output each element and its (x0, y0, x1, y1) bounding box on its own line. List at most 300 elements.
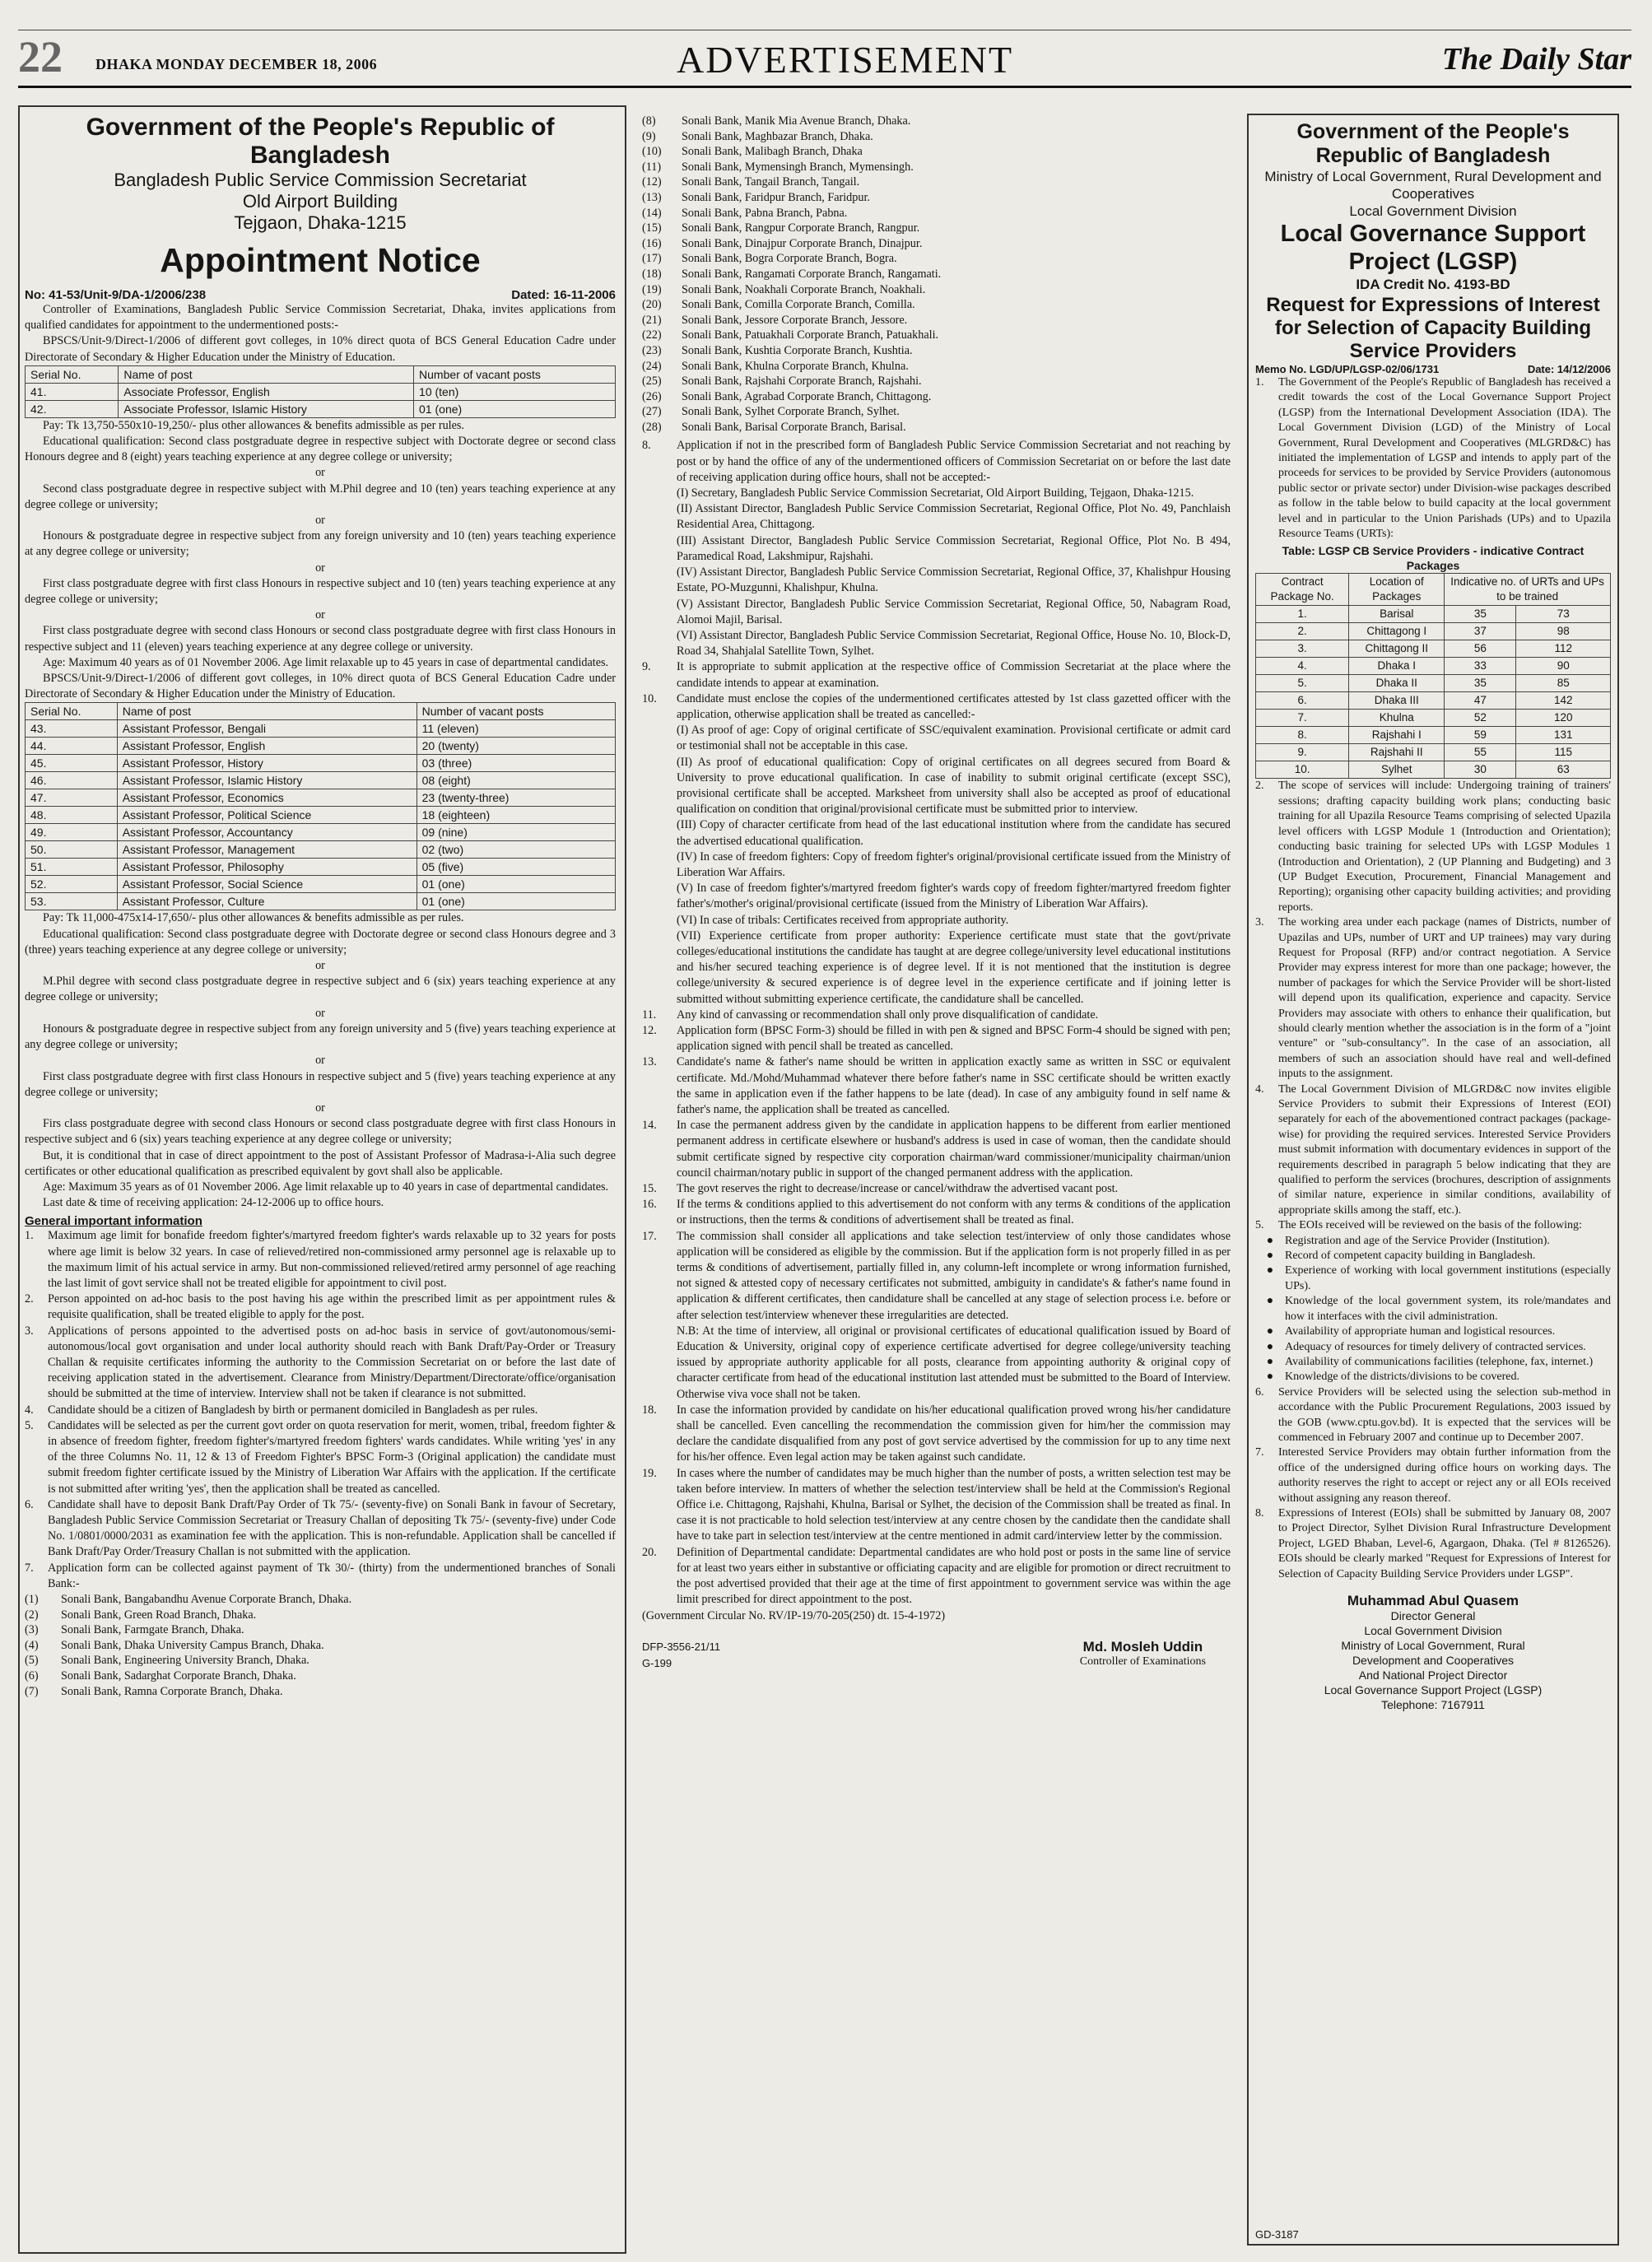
criteria-item (1255, 1234, 1611, 1249)
or-separator: or (315, 514, 325, 528)
item-text: Maximum age limit for bonafide freedom fighter's/martyred freedom fighter's wards relaxable up to 32 years for posts where age limit is below 32 years. In case of relieved/retired non-commissioned army personnel age is relaxable up to the maximum limit of his actual service in army. But non-commissioned relieved/retired army personnel of age reaching the last limit of govt service shall not be treated eligible for appointment to civil post. (48, 1229, 616, 1290)
table-cell: 11 (eleven) (416, 720, 615, 738)
lgsp-division: Local Government Division (1349, 203, 1517, 219)
psc-footer (642, 1639, 1231, 1672)
table-cell: 9. (1256, 744, 1349, 761)
psc-column-1 (25, 114, 616, 1699)
psc-city: Tejgaon, Dhaka-1215 (234, 212, 407, 233)
qualification-option: Educational qualification: Second class postgraduate degree in respective subject with Doctorate degree or second class Honours degree and 8 (eight) years teaching experience at any degree college or university; (25, 435, 616, 464)
item-number: (19) (642, 282, 662, 296)
bullet-icon: ● (1266, 1355, 1274, 1368)
item-number (642, 913, 677, 929)
list-item (642, 114, 1231, 129)
item-text: Sonali Bank, Green Road Branch, Dhaka. (61, 1608, 257, 1622)
item-text: Sonali Bank, Sadarghat Corporate Branch, Dhaka. (61, 1669, 296, 1683)
item-number: 10. (642, 691, 657, 705)
table-cell: Dhaka II (1349, 675, 1445, 692)
list-item (642, 755, 1231, 818)
dateline: DHAKA MONDAY DECEMBER 18, 2006 (95, 56, 378, 72)
item-text: Sonali Bank, Dinajpur Corporate Branch, Dinajpur. (682, 236, 923, 250)
criteria-text: Knowledge of the local government system, its role/mandates and how it interfaces with the civil administration. (1285, 1295, 1611, 1323)
table-cell: 01 (one) (414, 400, 616, 417)
list-item (642, 297, 1231, 313)
item-text: Sonali Bank, Manik Mia Avenue Branch, Dhaka. (682, 114, 911, 128)
instruction-list (642, 438, 1231, 1608)
table-row (1256, 658, 1611, 675)
table-cell: Assistant Professor, Economics (117, 789, 416, 807)
item-text: The commission shall consider all applications and take selection test/interview of only those candidates whose application will be considered as eligible by the commission. But if the application form is not properly filled in as per terms & conditions of advertisement, partially filled in, any column-left incomplete or wrong information furnished, not signed & attested copy of necessary certificates not submitted, ambiguity in candidate's & father's name found in application & different certificates, then candidature shall be cancelled at any stage of selection process i.e. before or after selection test/interview whenever these irregularities are detected. (677, 1229, 1231, 1322)
signer-line: Telephone: 7167911 (1381, 1698, 1485, 1711)
table-cell: Assistant Professor, Accountancy (117, 824, 416, 841)
bullet-icon: ● (1266, 1371, 1274, 1384)
list-item (642, 1403, 1231, 1466)
item-text: (V) Assistant Director, Bangladesh Public Service Commission Secretariat, Regional Office, 50, Nabagram Road, Alomoi Majil, Barisal. (677, 597, 1231, 626)
criteria-text: Availability of appropriate human and logistical resources. (1285, 1325, 1556, 1338)
qualification-option: First class postgraduate degree with first class Honours in respective subject and 5 (five) years teaching experience at any degree college or university; (25, 1069, 616, 1099)
table-cell: 6. (1256, 692, 1349, 710)
list-item (642, 1181, 1231, 1197)
table-cell: 42. (26, 400, 119, 417)
item-number: 5. (25, 1418, 34, 1432)
qualification-option: Honours & postgraduate degree in respective subject from any foreign university and 5 (five) years teaching experience at any degree college or university; (25, 1022, 616, 1052)
table-row (26, 755, 616, 772)
item-number: 14. (642, 1119, 657, 1133)
table-cell: 02 (two) (416, 841, 615, 859)
item-number: (2) (25, 1608, 39, 1622)
item-number (642, 881, 677, 912)
ida-credit: IDA Credit No. 4193-BD (1356, 277, 1510, 292)
list-item (642, 438, 1231, 486)
table-cell: 01 (one) (416, 893, 615, 910)
item-text: Sonali Bank, Noakhali Corporate Branch, Noakhali. (682, 282, 926, 296)
criteria-text: Availability of communications facilities (telephone, fax, internet.) (1285, 1355, 1594, 1368)
qualification-option: Second class postgraduate degree in respective subject with M.Phil degree and 10 (ten) years teaching experience at any degree college or university; (25, 482, 616, 511)
item-text: Sonali Bank, Tangail Branch, Tangail. (682, 175, 860, 189)
bullet-icon: ● (1266, 1340, 1274, 1353)
table-cell: 52 (1445, 710, 1516, 727)
item-number: 4. (25, 1403, 34, 1417)
table-cell: 53. (26, 893, 118, 910)
table-cell: 1. (1256, 606, 1349, 623)
table-cell: 115 (1516, 744, 1611, 761)
qualification-option: First class postgraduate degree with first class Honours in respective subject and 10 (ten) years teaching experience at any degree college or university; (25, 576, 616, 607)
item-number: (1) (25, 1593, 39, 1606)
signer-line: Ministry of Local Government, Rural (1341, 1639, 1525, 1652)
table-cell: 56 (1445, 640, 1516, 658)
table-cell: Rajshahi I (1349, 727, 1445, 744)
item-number: (10) (642, 145, 662, 159)
or-separator: or (315, 608, 325, 622)
last-date: Last date & time of receiving application: 24-12-2006 up to office hours. (43, 1196, 384, 1210)
table-cell: Sylhet (1349, 761, 1445, 779)
or-separator: or (315, 466, 325, 480)
or-separator: or (315, 561, 325, 575)
table-cell: Assistant Professor, Islamic History (117, 772, 416, 789)
item-text: Sonali Bank, Ramna Corporate Branch, Dhaka. (61, 1684, 283, 1698)
table-header-cell: Indicative no. of URTs and UPs to be trained (1445, 574, 1611, 606)
table-row (1256, 761, 1611, 779)
list-item (642, 723, 1231, 754)
item-number: (24) (642, 359, 662, 373)
item-number: (7) (25, 1684, 39, 1698)
table-cell: 35 (1445, 606, 1516, 623)
circular-ref: (Government Circular No. RV/IP-19/70-205(250) dt. 15-4-1972) (642, 1608, 946, 1622)
list-item (25, 1228, 616, 1292)
table-row (1256, 623, 1611, 640)
table-cell: 73 (1516, 606, 1611, 623)
item-number: 9. (642, 660, 651, 674)
item-number (642, 486, 677, 501)
table-cell: 8. (1256, 727, 1349, 744)
table-cell: 5. (1256, 675, 1349, 692)
table-cell: 98 (1516, 623, 1611, 640)
item-text: (V) In case of freedom fighter's/martyred freedom fighter's wards copy of freedom fighter/martyred freedom fighter father's/mother's original/provisional certificate (issued from the Ministry of Liberation War Affairs). (677, 882, 1231, 911)
qualification-option: First class postgraduate degree with second class Honours or second class postgraduate degree with first class Honours in respective subject and 11 (eleven) years teaching experience at any degree college or university. (25, 624, 616, 654)
section-title: ADVERTISEMENT (677, 39, 1014, 81)
table-cell: 48. (26, 807, 118, 824)
item-text: Sonali Bank, Farmgate Branch, Dhaka. (61, 1623, 244, 1637)
psc-header (25, 114, 616, 283)
item-text: Candidate should be a citizen of Bangladesh by birth or permanent domiciled in Bangladesh as per rules. (48, 1403, 538, 1417)
general-info-title: General important information (25, 1214, 202, 1229)
table-cell: Barisal (1349, 606, 1445, 623)
list-item (642, 533, 1231, 565)
package-table (1255, 573, 1611, 779)
item-number: (28) (642, 420, 662, 434)
list-item (642, 328, 1231, 343)
item-text: Sonali Bank, Bangabandhu Avenue Corporate Branch, Dhaka. (61, 1593, 352, 1606)
item-text: Application form (BPSC Form-3) should be filled in with pen & signed and BPSC Form-4 should be signed with pen; application signed with pencil shall be treated as cancelled. (677, 1023, 1231, 1054)
criteria-item (1255, 1249, 1611, 1264)
list-item (642, 236, 1231, 252)
item-text: Application if not in the prescribed form of Bangladesh Public Service Commission Secretariat and not reaching by post or by hand the office of any of the undermentioned officers of Commission Secretariat on or before the last date of receiving application during office hours, shall not be accepted:- (677, 439, 1231, 484)
age-limit-1: Age: Maximum 40 years as of 01 November 2006. Age limit relaxable up to 45 years in case of departmental candidates. (43, 655, 609, 669)
table-row (26, 841, 616, 859)
item-text: Any kind of canvassing or recommendation shall only prove disqualification of candidate. (677, 1008, 1099, 1022)
table-cell: 49. (26, 824, 118, 841)
item-number: (6) (25, 1669, 39, 1683)
list-item (642, 501, 1231, 533)
lgsp-gov-title: Government of the People's Republic of Bangladesh (1296, 120, 1570, 167)
item-number (642, 628, 677, 659)
list-item (642, 374, 1231, 389)
table-row (26, 400, 616, 417)
item-number (642, 597, 677, 628)
table-cell: 55 (1445, 744, 1516, 761)
dfp-code: DFP-3556-21/11 (642, 1640, 721, 1653)
criteria-text: Registration and age of the Service Provider (Institution). (1285, 1234, 1550, 1247)
table-row (26, 893, 616, 910)
table-row (26, 876, 616, 893)
lgsp-title: Local Governance Support Project (LGSP) (1280, 221, 1586, 275)
table-cell: 59 (1445, 727, 1516, 744)
list-item (642, 1324, 1231, 1403)
section-1-text: BPSCS/Unit-9/Direct-1/2006 of different govt colleges, in 10% direct quota of BCS General Education Cadre under Directorate of Secondary & Higher Education under the Ministry of Education. (25, 334, 616, 364)
table-header-cell: Number of vacant posts (414, 365, 616, 383)
item-text: Sonali Bank, Barisal Corporate Branch, Barisal. (682, 420, 906, 434)
lgsp-para-5: 5. The EOIs received will be reviewed on the basis of the following: (1255, 1219, 1582, 1232)
table-cell: 20 (twenty) (416, 738, 615, 755)
gd-code: GD-3187 (1255, 2228, 1299, 2241)
table-header-cell: Serial No. (26, 703, 118, 720)
page-number: 22 (18, 32, 63, 81)
list-item (25, 1638, 616, 1654)
item-text: (II) Assistant Director, Bangladesh Public Service Commission Secretariat, Regional Office, Plot No. 49, Panchlaish Residential Area, Chittagong. (677, 502, 1231, 532)
item-number: (4) (25, 1638, 39, 1652)
item-number: (22) (642, 328, 662, 342)
list-item (25, 1324, 616, 1403)
qualification-option: Honours & postgraduate degree in respective subject from any foreign university and 10 (ten) years teaching experience at any degree college or university; (25, 529, 616, 559)
table-cell: 131 (1516, 727, 1611, 744)
table-row (1256, 640, 1611, 658)
table-cell: 2. (1256, 623, 1349, 640)
list-item (642, 251, 1231, 267)
table-row (1256, 692, 1611, 710)
criteria-item (1255, 1324, 1611, 1339)
table-cell: Assistant Professor, Political Science (117, 807, 416, 824)
lgsp-para-8: 8. Expressions of Interest (EOIs) shall be submitted by January 08, 2007 to Project Director, Sylhet Division Rural Infrastructure Development Project, LGED Bhaban, Level-6, Agargaon, Dhaka. (Tel # 8126526). EOIs should be clearly marked "Request for Expressions of Interest for Selection of Capacity Building Service Providers under LGSP". (1255, 1506, 1611, 1580)
item-text: (VI) Assistant Director, Bangladesh Public Service Commission Secretariat, Regional Office, House No. 10, Block-D, Road 34, Shahjalal Satellite Town, Sylhet. (677, 628, 1231, 659)
qualification-option: Educational qualification: Second class postgraduate degree with Doctorate degree or second class Honours degree and 3 (three) years teaching experience at any degree college or university; (25, 927, 616, 956)
table-cell: 41. (26, 383, 119, 400)
item-text: Application form can be collected against payment of Tk 30/- (thirty) from the undermentioned branches of Sonali Bank:- (48, 1561, 616, 1590)
table-cell: Assistant Professor, English (117, 738, 416, 755)
item-number: 20. (642, 1545, 657, 1559)
item-text: In case the information provided by candidate on his/her educational qualification proved wrong his/her candidature shall be cancelled. Even cancelling the recommendation the commission given for him/her the commission may declare the candidate disqualified from any post of govt service advertised by the commission for up to any time next for his/her offence. Even legal action may be taken against such candidate. (677, 1403, 1231, 1464)
table-cell: 35 (1445, 675, 1516, 692)
item-number (642, 723, 677, 754)
item-number: 8. (642, 439, 651, 453)
memo-row (1255, 363, 1611, 375)
table-cell: Assistant Professor, Philosophy (117, 859, 416, 876)
item-text: Candidate must enclose the copies of the undermentioned certificates attested by 1st class gazetted officer with the application, otherwise application shall be treated as cancelled:- (677, 691, 1231, 721)
table-cell: Associate Professor, English (119, 383, 414, 400)
bullet-icon: ● (1266, 1234, 1274, 1247)
list-item (642, 1545, 1231, 1608)
item-text: (VII) Experience certificate from proper authority: Experience certificate must state that the govt/private colleges/educational institutions the candidate has taught at are degree college/university level educational institutions and his/her secured teaching experience is of degree level. If it is not mentioned that the institution is degree college/university & secured experience is of degree level in the experience certificate and if joining letter is submitted without submitting experience certificate, the candidature shall be cancelled. (677, 929, 1231, 1006)
list-item (642, 881, 1231, 912)
table-cell: 30 (1445, 761, 1516, 779)
signer-line: Director General (1390, 1609, 1476, 1622)
list-item (642, 359, 1231, 375)
edu-qualification-2 (25, 927, 616, 1148)
list-item (642, 628, 1231, 659)
list-item (642, 160, 1231, 175)
list-item (25, 1669, 616, 1684)
table-row (26, 738, 616, 755)
age-limit-2: Age: Maximum 35 years as of 01 November 2006. Age limit relaxable up to 40 years in case of departmental candidates. (43, 1180, 609, 1194)
table-cell: 120 (1516, 710, 1611, 727)
bullet-icon: ● (1266, 1264, 1274, 1278)
list-item (642, 1229, 1231, 1324)
item-number: 3. (25, 1324, 34, 1338)
item-number (642, 929, 677, 1008)
list-item (642, 849, 1231, 881)
item-number (642, 755, 677, 818)
table-cell: Assistant Professor, History (117, 755, 416, 772)
table-cell: 3. (1256, 640, 1349, 658)
item-number (642, 501, 677, 533)
list-item (642, 565, 1231, 596)
item-number: (13) (642, 190, 662, 204)
item-number: 15. (642, 1182, 657, 1196)
notice-title: Appointment Notice (160, 241, 481, 279)
item-number (642, 1324, 677, 1403)
item-number: 13. (642, 1055, 657, 1069)
qualification-option: Firs class postgraduate degree with second class Honours or second class postgraduate degree with first class Honours in respective subject and 6 (six) years teaching experience at any degree college or university; (25, 1117, 616, 1147)
list-item (25, 1622, 616, 1638)
item-text: Person appointed on ad-hoc basis to the post having his age within the prescribed limit as per appointment rules & requisite qualification, shall be treated eligible to apply for the post. (48, 1292, 616, 1322)
bullet-icon: ● (1266, 1250, 1274, 1263)
bullet-icon: ● (1266, 1325, 1274, 1338)
table-cell: 44. (26, 738, 118, 755)
table-row (1256, 675, 1611, 692)
item-number: 17. (642, 1229, 657, 1243)
criteria-text: Record of competent capacity building in Bangladesh. (1285, 1250, 1536, 1263)
gov-title: Government of the People's Republic of Bangladesh (86, 114, 555, 169)
criteria-item (1255, 1264, 1611, 1294)
item-number: (12) (642, 175, 662, 189)
table-row (26, 772, 616, 789)
or-separator: or (315, 959, 325, 973)
table-cell: 37 (1445, 623, 1516, 640)
table-header-cell: Serial No. (26, 365, 119, 383)
item-text: Sonali Bank, Jessore Corporate Branch, Jessore. (682, 313, 908, 327)
item-text: N.B: At the time of interview, all original or provisional certificates of educational qualification issued by Board of Education & University, original copy of experience certificate advertised for degree college/university teaching issued by appropriate authority applicable for all posts, clearance from appointing authority & original copy of character certificate from head of the educational institution last attended must be submitted to the Board of Interview. Otherwise viva voce shall not be taken. (677, 1324, 1231, 1401)
table-cell: Assistant Professor, Social Science (117, 876, 416, 893)
list-item (25, 1592, 616, 1608)
edu-qualification-1 (25, 434, 616, 655)
item-number: (11) (642, 160, 662, 174)
item-number: (17) (642, 252, 662, 266)
lgsp-signer-name: Muhammad Abul Quasem (1347, 1593, 1519, 1608)
bank-list-2 (642, 114, 1231, 435)
or-separator: or (315, 1054, 325, 1068)
criteria-item (1255, 1370, 1611, 1385)
table-cell: 7. (1256, 710, 1349, 727)
item-text: Sonali Bank, Dhaka University Campus Branch, Dhaka. (61, 1638, 324, 1652)
item-text: (II) As proof of educational qualification: Copy of original certificates on all degrees secured from Board & University to prove educational qualification. In case of inability to submit original certificate (except SSC), provisional certificate shall be accepted. Marksheet from university shall also be accepted as proof of educational qualification on condition that original/provisional certificate must be submitted prior to interview. (677, 755, 1231, 817)
item-text: (VI) In case of tribals: Certificates received from appropriate authority. (677, 913, 1009, 927)
list-item (25, 1497, 616, 1561)
item-text: Candidates will be selected as per the current govt order on quota reservation for merit, women, tribal, freedom fighter & in absence of freedom fighter, freedom fighter's/martyred freedom fighters' wards candidates. While writing 'yes' in any of the three Columns No. 11, 12 & 13 of Freedom Fighter's BPSC Form-3 (Original application) the candidate must submit freedom fighter certificate issued by the Ministry of Liberation War Affairs with the application. If the certificate is not submitted after writing 'yes', then the application shall be treated as cancelled. (48, 1418, 616, 1496)
item-number: (26) (642, 389, 662, 403)
table-cell: 10 (ten) (414, 383, 616, 400)
item-number (642, 849, 677, 881)
table-cell: 33 (1445, 658, 1516, 675)
psc-building: Old Airport Building (242, 191, 398, 212)
item-text: Sonali Bank, Rangamati Corporate Branch, Rangamati. (682, 267, 942, 281)
list-item (642, 913, 1231, 929)
psc-column-2 (642, 114, 1231, 1672)
bank-list-1 (25, 1592, 616, 1699)
list-item (642, 389, 1231, 405)
table-cell: Assistant Professor, Management (117, 841, 416, 859)
table-cell: 05 (five) (416, 859, 615, 876)
item-text: In cases where the number of candidates may be much higher than the number of posts, a written selection test may be taken before interview. In matters of whether the selection test/interview shall be held at the Commission's Regional Office i.e. Chittagong, Rajshahi, Khulna, Barisal or Sylhet, the decision of the Commission shall be treated as final. In case it is not practicable to hold selection test/interview at any centre chosen by the candidate then the candidate shall have to take part in selection test/interview at the centre mentioned in admit card/interview letter by the commission. (677, 1466, 1231, 1543)
item-number: (20) (642, 298, 662, 312)
item-number (642, 817, 677, 849)
item-number: (8) (642, 114, 656, 128)
item-text: The govt reserves the right to decrease/increase or cancel/withdraw the advertised vacant post. (677, 1182, 1119, 1196)
list-item (642, 1197, 1231, 1228)
list-item (642, 206, 1231, 221)
list-item (642, 1054, 1231, 1118)
criteria-text: Adequacy of resources for timely delivery of contracted services. (1285, 1340, 1586, 1353)
lgsp-header (1255, 120, 1611, 220)
table-cell: 23 (twenty-three) (416, 789, 615, 807)
list-item (642, 420, 1231, 435)
criteria-item (1255, 1355, 1611, 1370)
table-cell: Assistant Professor, Culture (117, 893, 416, 910)
list-item (25, 1418, 616, 1497)
table-cell: 50. (26, 841, 118, 859)
list-item (642, 129, 1231, 145)
item-text: Sonali Bank, Rajshahi Corporate Branch, Rajshahi. (682, 375, 922, 389)
list-item (642, 929, 1231, 1008)
item-text: If the terms & conditions applied to this advertisement do not conform with any terms & conditions of the application or instructions, then the terms & conditions of advertisement shall be treated as final. (677, 1198, 1231, 1227)
notice-number: No: 41-53/Unit-9/DA-1/2006/238 (25, 288, 207, 302)
table-cell: 47. (26, 789, 118, 807)
table-cell: 51. (26, 859, 118, 876)
item-text: Sonali Bank, Kushtia Corporate Branch, Kushtia. (682, 343, 913, 357)
table-cell: 09 (nine) (416, 824, 615, 841)
item-number (642, 565, 677, 596)
list-item (642, 817, 1231, 849)
pay-scale-2: Pay: Tk 11,000-475x14-17,650/- plus other allowances & benefits admissible as per rules. (43, 911, 464, 925)
item-text: (III) Copy of character certificate from head of the last educational institution where from the candidate has secured the advertised educational qualification. (677, 818, 1231, 848)
list-item (642, 282, 1231, 298)
lgsp-ad (1247, 114, 1619, 2246)
list-item (642, 1023, 1231, 1054)
table-header-cell: Name of post (119, 365, 414, 383)
list-item (642, 404, 1231, 420)
item-number (642, 533, 677, 565)
item-number: (15) (642, 221, 662, 235)
item-text: (I) Secretary, Bangladesh Public Service Commission Secretariat, Old Airport Building, Tejgaon, Dhaka-1215. (677, 486, 1194, 500)
list-item (642, 144, 1231, 160)
table-cell: 10. (1256, 761, 1349, 779)
or-separator: or (315, 1101, 325, 1115)
table-cell: 18 (eighteen) (416, 807, 615, 824)
lgsp-signer-lines (1255, 1608, 1611, 1712)
table-assistant-posts (25, 702, 616, 910)
signer-line: And National Project Director (1358, 1669, 1508, 1682)
table-row (26, 859, 616, 876)
psc-name: Bangladesh Public Service Commission Secretariat (114, 170, 527, 190)
qualification-option: M.Phil degree with second class postgraduate degree in respective subject and 6 (six) years teaching experience at any degree college or university; (25, 975, 616, 1004)
intro-text: Controller of Examinations, Bangladesh Public Service Commission Secretariat, Dhaka, invites applications from qualified candidates for appointment to the undermentioned posts:- (25, 303, 616, 333)
memo-date: Date: 14/12/2006 (1527, 363, 1611, 375)
item-number: 2. (25, 1292, 34, 1306)
list-item (642, 267, 1231, 282)
table-cell: Rajshahi II (1349, 744, 1445, 761)
table-row (1256, 727, 1611, 744)
madrasa-condition: But, it is conditional that in case of direct appointment to the post of Assistant Professor of Madrasa-i-Alia such degree certificates or other educational qualification as prescribed equivalent by govt shall also be applicable. (25, 1148, 616, 1178)
table-row (26, 383, 616, 400)
newspaper-brand: The Daily Star (1441, 42, 1631, 77)
list-item (642, 221, 1231, 236)
list-item (642, 659, 1231, 691)
list-item (642, 313, 1231, 328)
table-cell: 46. (26, 772, 118, 789)
table-header-cell: Location of Packages (1349, 574, 1445, 606)
item-text: Sonali Bank, Mymensingh Branch, Mymensingh. (682, 160, 914, 174)
item-number: (14) (642, 206, 662, 220)
list-item (642, 486, 1231, 501)
table-header-cell: Contract Package No. (1256, 574, 1349, 606)
list-item (642, 1008, 1231, 1023)
